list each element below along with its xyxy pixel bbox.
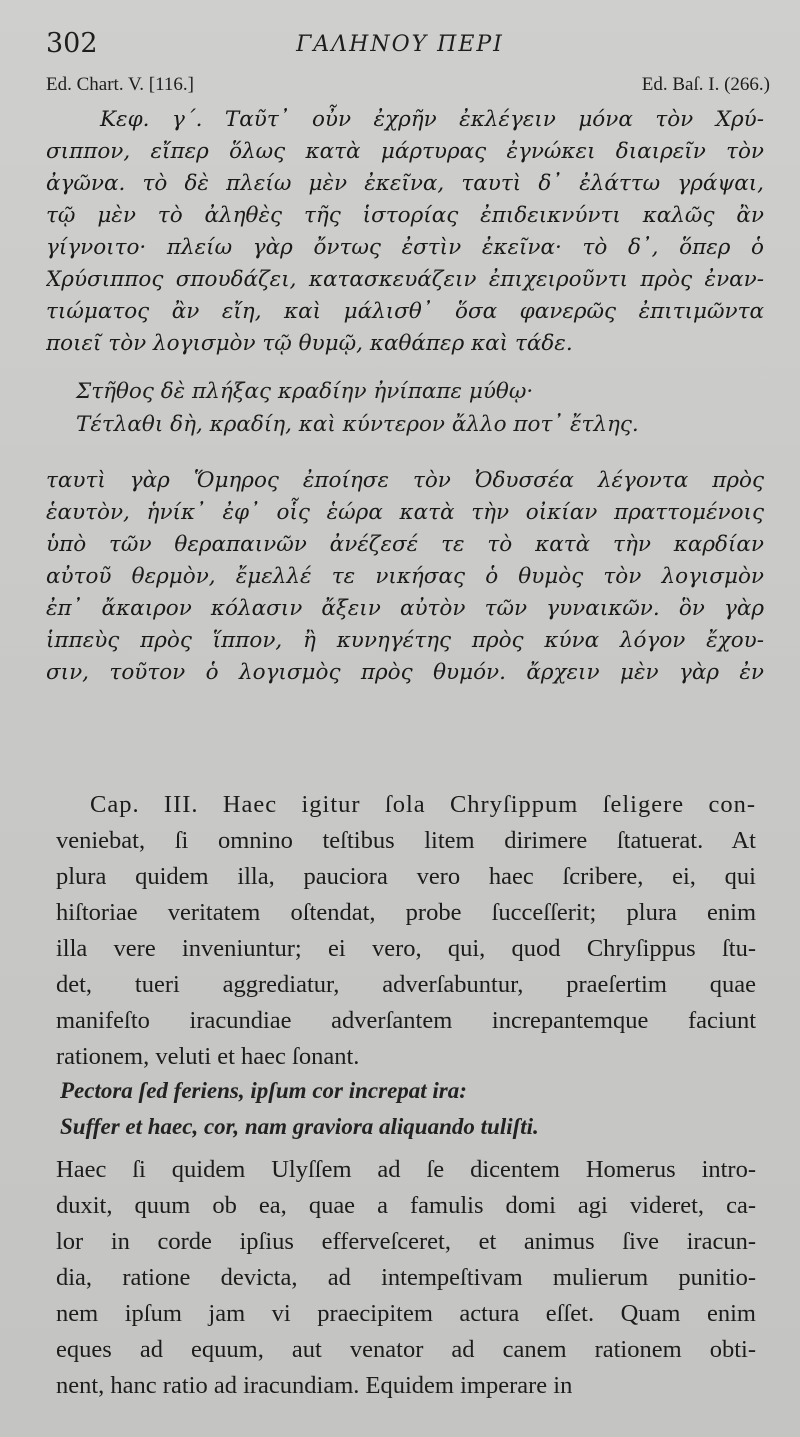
greek-verse-quotation <box>76 375 764 441</box>
latin-verse-line: Suffer et haec, cor, nam graviora aliquando tuliſti. <box>60 1114 539 1139</box>
greek-line: σιππον, εἴπερ ὅλως κατὰ μάρτυρας ἐγνώκει διαιρεῖν τὸν <box>46 139 764 164</box>
greek-line: ὑπὸ τῶν θεραπαινῶν ἀνέζεσέ τε τὸ κατὰ τὴν καρδίαν <box>46 532 764 557</box>
greek-line: ἐπ᾽ ἄκαιρον κόλασιν ἄξειν αὐτὸν τῶν γυναικῶν. ὃν γὰρ <box>46 596 764 621</box>
greek-line: ἑαυτὸν, ἡνίκ᾽ ἐφ᾽ οἷς ἑώρα κατὰ τὴν οἰκίαν πραττομένοις <box>46 500 764 525</box>
greek-line: Χρύσιππος σπουδάζει, κατασκευάζειν ἐπιχειροῦντι πρὸς ἐναν- <box>46 267 764 292</box>
latin-line: plura quidem illa, pauciora vero haec ſcribere, ei, qui <box>56 863 756 890</box>
latin-line: veniebat, ſi omnino teſtibus litem dirimere ſtatuerat. At <box>56 827 756 854</box>
greek-line: Κεφ. γ΄. Ταῦτ᾽ οὖν ἐχρῆν ἐκλέγειν μόνα τὸν Χρύ- <box>100 107 764 132</box>
edition-chartier: Ed. Chart. V. [116.] <box>46 74 194 95</box>
edition-basel: Ed. Baſ. I. (266.) <box>641 74 770 95</box>
latin-verse-line: Pectora ſed feriens, ipſum cor increpat ira: <box>60 1078 467 1103</box>
latin-paragraph-1 <box>56 787 756 1075</box>
latin-line: Haec ſi quidem Ulyſſem ad ſe dicentem Homerus intro- <box>56 1156 756 1183</box>
running-title: ΓΑΛΗΝΟΥ ΠΕΡΙ <box>296 32 504 57</box>
greek-line: σιν, τοῦτον ὁ λογισμὸς πρὸς θυμόν. ἄρχειν μὲν γὰρ ἐν <box>46 660 764 685</box>
greek-line: γίγνοιτο· πλείω γὰρ ὄντως ἐστὶν ἐκεῖνα· τὸ δ᾽, ὅπερ ὁ <box>46 235 764 260</box>
edition-line <box>46 74 770 104</box>
greek-paragraph-2 <box>46 465 764 689</box>
latin-line: manifeſto iracundiae adverſantem increpantemque faciunt <box>56 1007 756 1034</box>
latin-paragraph-2 <box>56 1152 756 1404</box>
greek-line: τιώματος ἂν εἴη, καὶ μάλισθ᾽ ὅσα φανερῶς ἐπιτιμῶντα <box>46 299 764 324</box>
greek-line: τῷ μὲν τὸ ἀληθὲς τῆς ἱστορίας ἐπιδεικνύντι καλῶς ἂν <box>46 203 764 228</box>
greek-line: ἱππεὺς πρὸς ἵππον, ἢ κυνηγέτης πρὸς κύνα λόγον ἔχου- <box>46 628 764 653</box>
latin-line: nent, hanc ratio ad iracundiam. Equidem imperare in <box>56 1372 573 1399</box>
latin-verse-quotation <box>60 1073 760 1145</box>
latin-line: lor in corde ipſius efferveſceret, et animus ſive iracun- <box>56 1228 756 1255</box>
latin-line: illa vere inveniuntur; ei vero, qui, quod Chryſippus ſtu- <box>56 935 756 962</box>
latin-line: dia, ratione devicta, ad intempeſtivam mulierum punitio- <box>56 1264 756 1291</box>
latin-line: rationem, veluti et haec ſonant. <box>56 1043 360 1070</box>
latin-line: nem ipſum jam vi praecipitem actura eſſet. Quam enim <box>56 1300 756 1327</box>
latin-line: det, tueri aggrediatur, adverſabuntur, praeſertim quae <box>56 971 756 998</box>
latin-line: eques ad equum, aut venator ad canem rationem obti- <box>56 1336 756 1363</box>
greek-line: αὐτοῦ θερμὸν, ἔμελλέ τε νικήσας ὁ θυμὸς τὸν λογισμὸν <box>46 564 764 589</box>
running-head <box>46 28 754 68</box>
greek-line: ἀγῶνα. τὸ δὲ πλείω μὲν ἐκεῖνα, ταυτὶ δ᾽ ἐλάττω γράψαι, <box>46 171 764 196</box>
latin-line: Cap. III. Haec igitur ſola Chryſippum ſeligere con- <box>90 791 756 818</box>
page-number: 302 <box>46 28 98 59</box>
greek-line: ταυτὶ γὰρ Ὅμηρος ἐποίησε τὸν Ὀδυσσέα λέγοντα πρὸς <box>46 468 764 493</box>
greek-verse-line: Στῆθος δὲ πλήξας κραδίην ἠνίπαπε μύθῳ· <box>76 379 534 404</box>
greek-paragraph-1 <box>46 104 764 360</box>
greek-line: ποιεῖ τὸν λογισμὸν τῷ θυμῷ, καθάπερ καὶ τάδε. <box>46 331 573 356</box>
latin-line: duxit, quum ob ea, quae a famulis domi agi videret, ca- <box>56 1192 756 1219</box>
greek-verse-line: Τέτλαθι δὴ, κραδίη, καὶ κύντερον ἄλλο ποτ᾽ ἔτλης. <box>76 412 639 437</box>
latin-line: hiſtoriae veritatem oſtendat, probe ſucceſſerit; plura enim <box>56 899 756 926</box>
